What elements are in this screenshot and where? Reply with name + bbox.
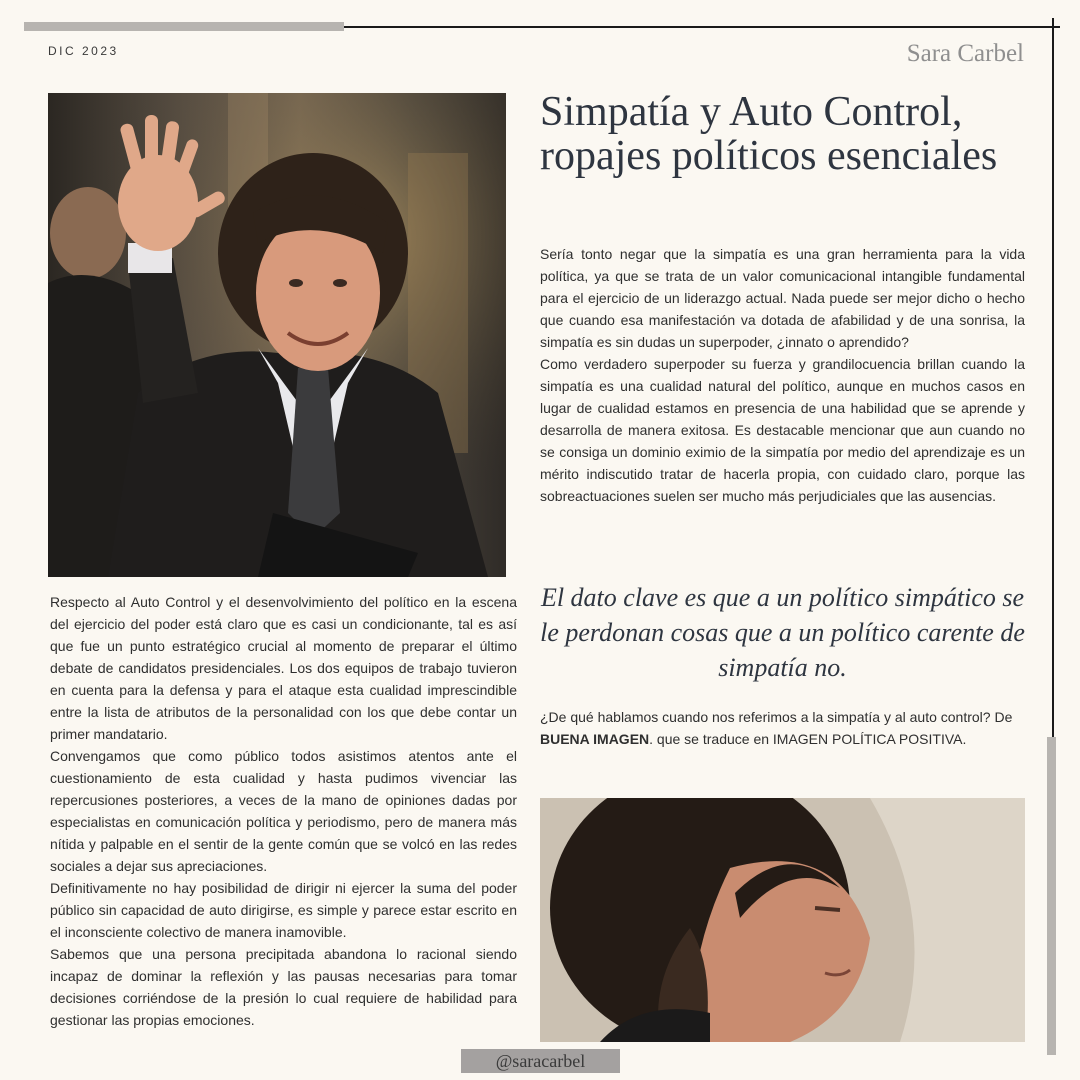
left-paragraph: Definitivamente no hay posibilidad de dirigir ni ejercer la suma del poder público sin capacidad de auto dirigirse, es simple y parece estar escrito en el inconsciente colectivo de manera inamovible.: [50, 880, 517, 940]
author-brand: Sara Carbel: [906, 40, 1024, 67]
pull-quote: El dato clave es que a un político simpático se le perdonan cosas que a un político carente de simpatía no.: [540, 583, 1025, 682]
top-rule: [344, 26, 1056, 28]
left-column-text: [50, 591, 517, 1031]
left-paragraph: Convengamos que como público todos asistimos atentos ante el cuestionamiento de esta cualidad y hasta pudimos vivenciar las repercusiones posteriores, a veces de la mano de opiniones dadas por especialistas en comunicación política y periodismo, pero de manera más nítida y palpable en el sentir de la gente común que se volcó en las redes sociales a dejar sus apreciaciones.: [50, 748, 517, 874]
intro-paragraph: Como verdadero superpoder su fuerza y grandilocuencia brillan cuando la simpatía es una cualidad natural del político, aunque en muchos casos en lugar de cualidad estamos en presencia de una habilidad que se aprende y desarrolla de manera exitosa. Es destacable mencionar que aun cuando no se consiga un dominio eximio de la simpatía por medio del aprendizaje es un mérito indiscutido tratar de hacerla propia, con cuidado claro, porque las sobreactuaciones suelen ser mucho más perjudiciales que las ausencias.: [540, 356, 1025, 504]
top-gray-bar: [24, 22, 344, 31]
intro-text: [540, 243, 1025, 507]
article-title: Simpatía y Auto Control, ropajes políticos esenciales: [540, 89, 998, 179]
closing-tail: . que se traduce en IMAGEN POLÍTICA POSITIVA.: [649, 731, 967, 747]
left-paragraph: Respecto al Auto Control y el desenvolvimiento del político en la escena del ejercicio del poder está claro que es casi un condicionante, tal es así que fue un punto estratégico crucial al momento de preparar el último debate de candidatos presidenciales. Los dos equipos de trabajo tuvieron en cuenta para la defensa y para el ataque esta cualidad imprescindible entre la lista de atributos de la personalidad con los que debe contar un primer mandatario.: [50, 594, 517, 742]
right-rule: [1052, 18, 1054, 738]
intro-paragraph: Sería tonto negar que la simpatía es una gran herramienta para la vida política, ya que se trata de un valor comunicacional intangible fundamental para el ejercicio de un liderazgo actual. Nada puede ser mejor dicho o hecho que cuando esa manifestación va dotada de afabilidad y de una sonrisa, la simpatía es sin dudas un superpoder, ¿innato o aprendido?: [540, 246, 1025, 350]
closing-lead: ¿De qué hablamos cuando nos referimos a la simpatía y al auto control? De: [540, 709, 1013, 725]
issue-date: DIC 2023: [48, 44, 119, 58]
secondary-photo: [540, 798, 1025, 1042]
main-photo: [48, 93, 506, 577]
right-gray-bar: [1047, 737, 1056, 1055]
left-paragraph: Sabemos que una persona precipitada abandona lo racional siendo incapaz de dominar la reflexión y las pausas necesarias para tomar decisiones corriéndose de la presión lo cual requiere de habilidad para gestionar las propias emociones.: [50, 946, 517, 1028]
waving-man-illustration: [48, 93, 506, 577]
serious-man-illustration: [540, 798, 1025, 1042]
closing-text: [540, 706, 1025, 750]
closing-paragraph: [540, 706, 1025, 750]
closing-emphasis: BUENA IMAGEN: [540, 731, 650, 747]
social-handle: @saracarbel: [461, 1049, 620, 1073]
